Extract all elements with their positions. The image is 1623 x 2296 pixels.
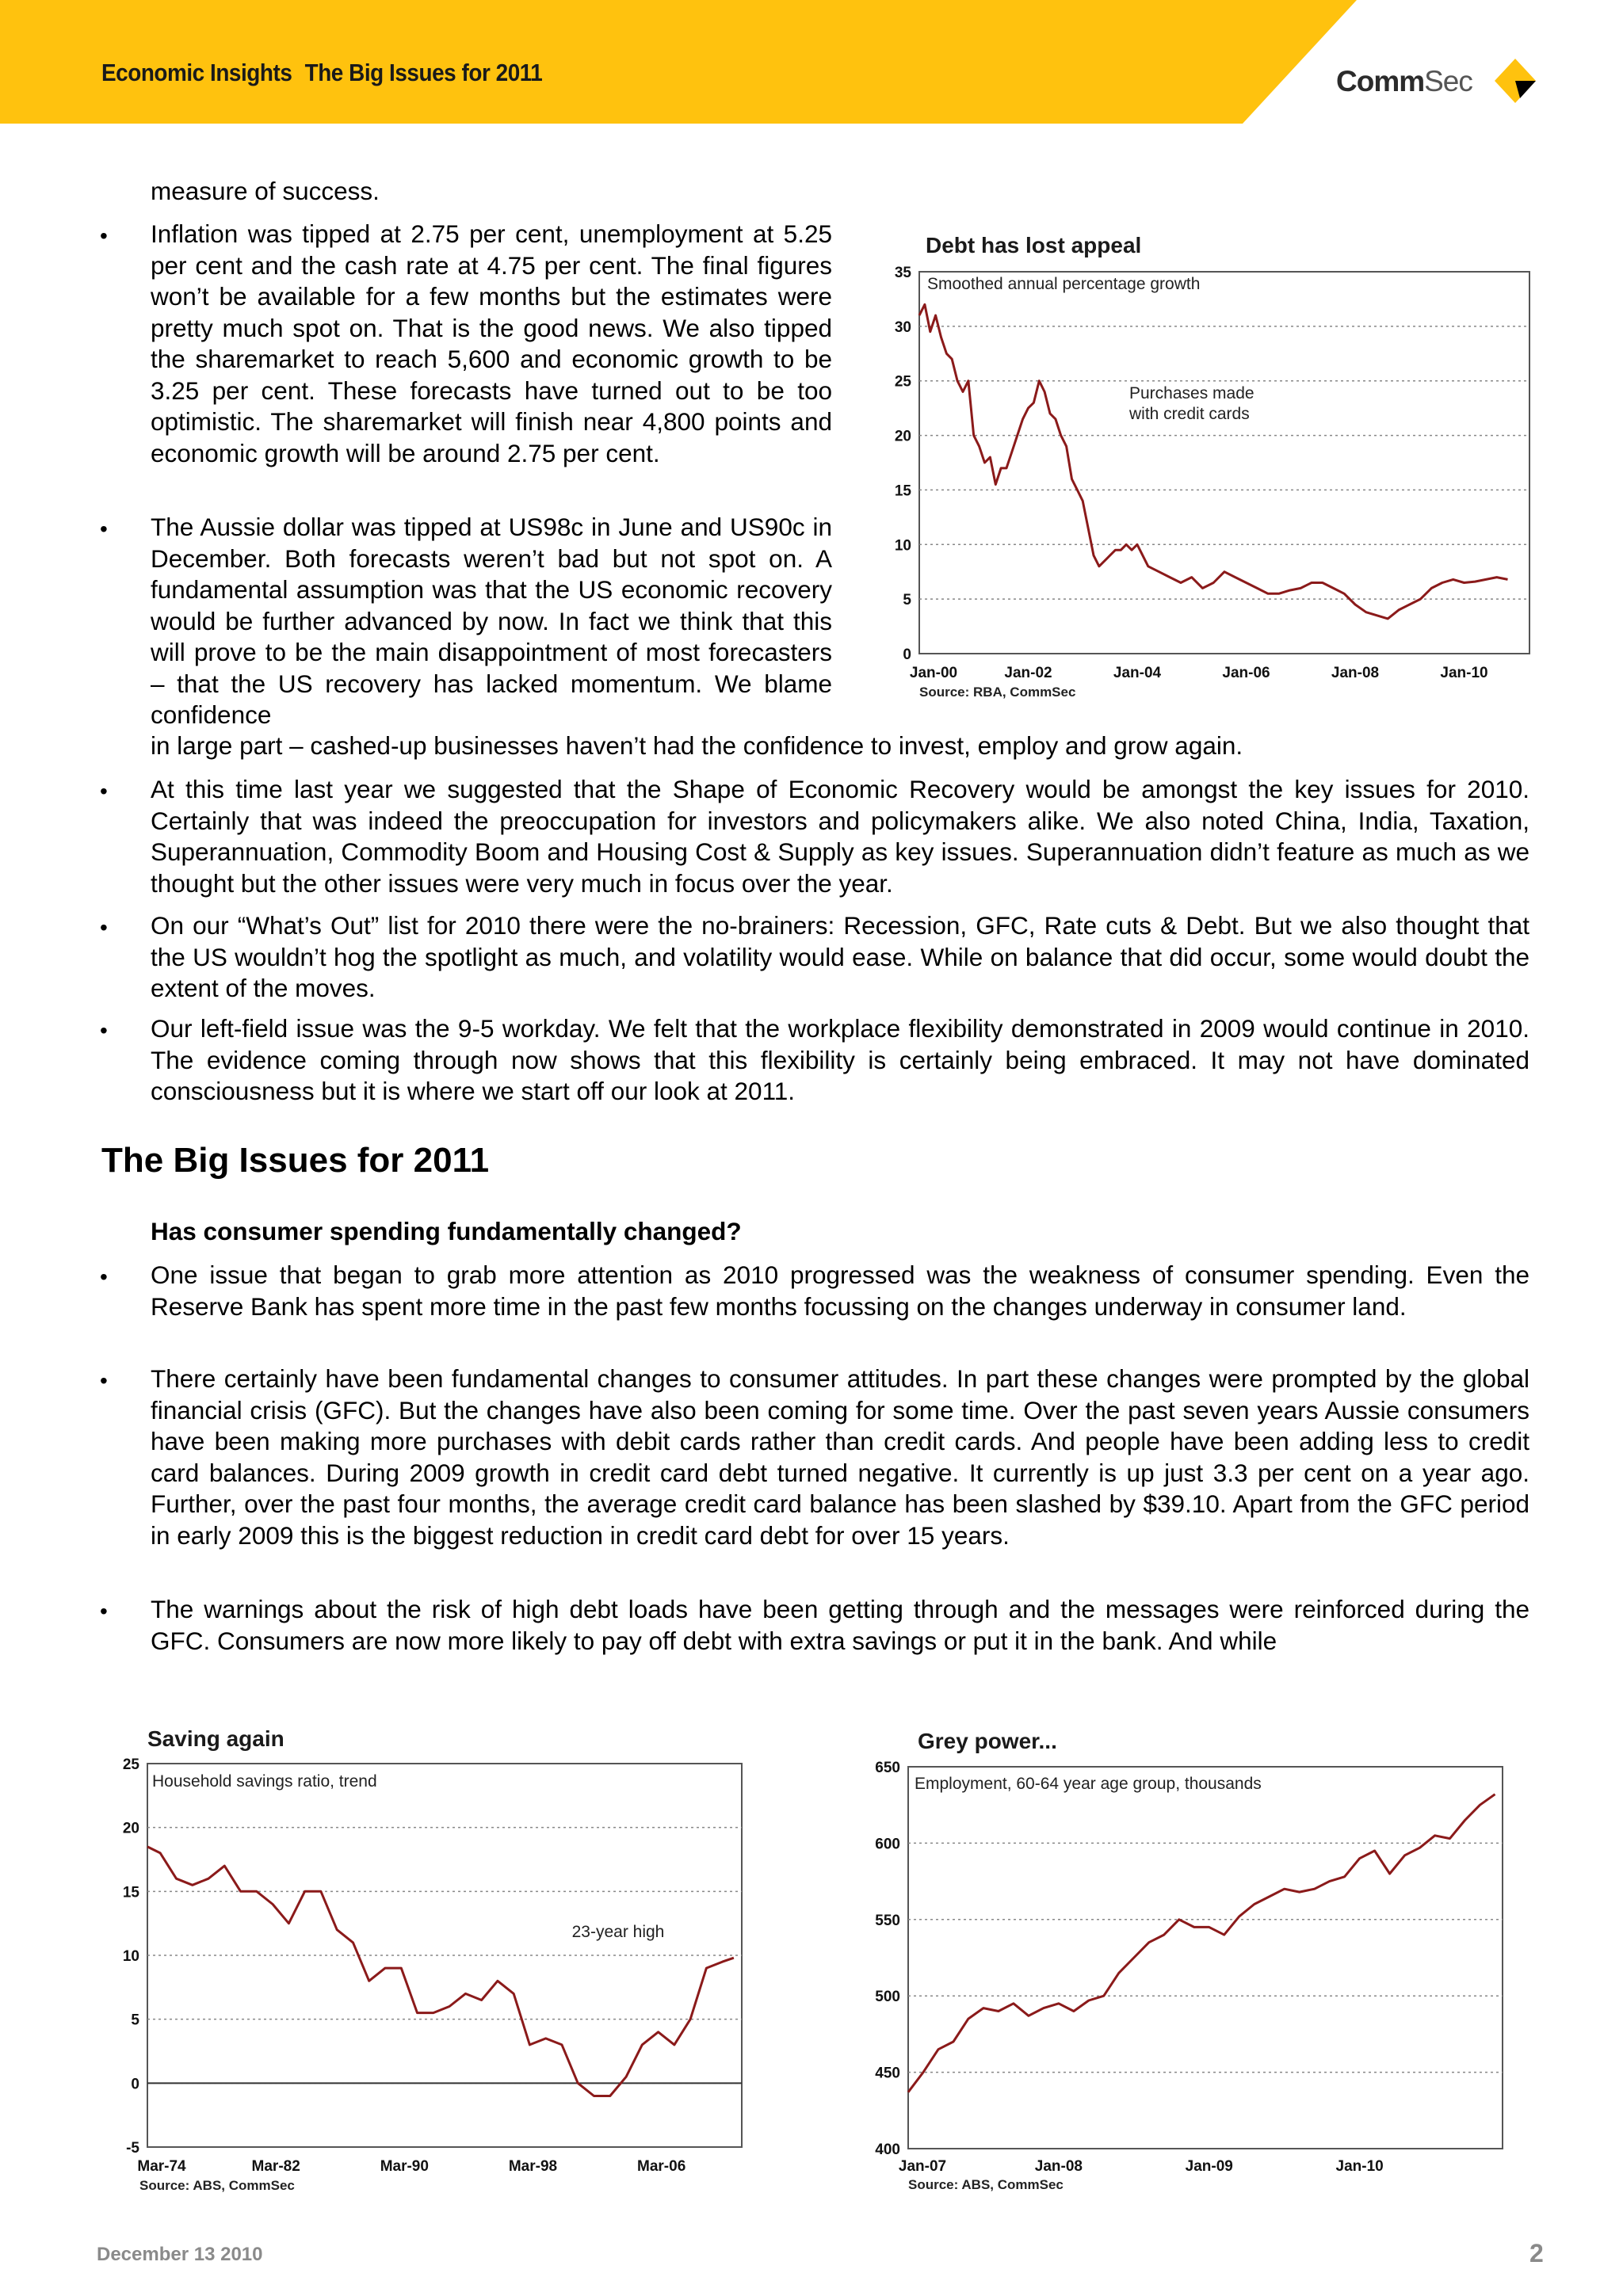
x-tick-label: Mar-90 xyxy=(380,2158,429,2175)
y-tick-label: 600 xyxy=(875,1836,900,1853)
logo-text-regular: Sec xyxy=(1424,65,1472,97)
chart-subtitle: Household savings ratio, trend xyxy=(152,1772,377,1791)
y-tick-label: 25 xyxy=(122,1756,139,1773)
chart-saving-again xyxy=(103,1719,753,2206)
chart-grey-power xyxy=(864,1723,1514,2206)
y-tick-label: 0 xyxy=(131,2076,139,2093)
x-tick-label: Jan-10 xyxy=(1335,2158,1384,2175)
x-tick-label: Jan-06 xyxy=(1222,665,1270,681)
y-tick-label: 500 xyxy=(875,1989,900,2006)
page-number: 2 xyxy=(1529,2239,1544,2267)
intro-paragraph-2: The Aussie dollar was tipped at US98c in June and US90c in December. Both forecasts weren’t bad but not spot on. A fundamental assumption was that the US economic recovery would be further advanced by now. In fact we think that this will prove to be the main disappointment of most forecasters – that the US recovery has lacked momentum. We blame confidence xyxy=(151,513,832,729)
x-tick-label: Jan-08 xyxy=(1034,2158,1083,2175)
chart-title: Debt has lost appeal xyxy=(926,233,1142,257)
y-tick-label: 30 xyxy=(894,318,911,336)
section-subheading: Has consumer spending fundamentally changed? xyxy=(151,1217,742,1245)
intro-continuation: measure of success. xyxy=(151,177,380,205)
y-tick-label: 550 xyxy=(875,1912,900,1929)
chart-subtitle: Employment, 60-64 year age group, thousands xyxy=(915,1775,1262,1793)
bullet-marker: • xyxy=(100,1368,108,1393)
chart-title: Saving again xyxy=(147,1726,285,1751)
x-tick-label: Mar-06 xyxy=(637,2158,686,2175)
x-tick-label: Jan-02 xyxy=(1004,665,1052,681)
chart-annotation: 23-year high xyxy=(571,1923,665,1941)
chart-subtitle: Smoothed annual percentage growth xyxy=(927,275,1201,293)
header-title-publication: Economic Insights xyxy=(101,59,292,86)
x-tick-label: Mar-98 xyxy=(508,2158,558,2175)
header-title xyxy=(101,59,542,87)
bullet-marker: • xyxy=(100,1264,108,1289)
chart-title: Grey power... xyxy=(918,1729,1057,1753)
section-paragraph-2: There certainly have been fundamental changes to consumer attitudes. In part these changes were prompted by the global financial crisis (GFC). But the changes have also been coming for some time. Over the past seven years Aussie consumers have been making more purchases with debit cards rather than credit cards. And people have been adding less to credit card balances. During 2009 growth in credit card debt turned negative. It currently is up just 3.3 per cent on a year ago. Further, over the past four months, the average credit card balance has been slashed by $39.10. Apart from the GFC period in early 2009 this is the biggest reduction in credit card debt for over 15 years. xyxy=(151,1364,1529,1550)
x-tick-label: Jan-04 xyxy=(1113,665,1162,681)
y-tick-label: 15 xyxy=(122,1884,139,1901)
x-tick-label: Mar-74 xyxy=(137,2158,186,2175)
y-tick-label: -5 xyxy=(126,2140,139,2157)
chart-source: Source: RBA, CommSec xyxy=(919,685,1076,700)
y-tick-label: 5 xyxy=(903,592,911,609)
bullet-marker: • xyxy=(100,1018,108,1043)
bullet-marker: • xyxy=(100,223,108,248)
x-tick-label: Jan-07 xyxy=(898,2158,947,2175)
section-paragraph-1: One issue that began to grab more attention as 2010 progressed was the weakness of consumer spending. Even the Reserve Bank has spent more time in the past few months focussing on the changes underway in consumer land. xyxy=(151,1261,1529,1321)
chart-annotation: Purchases made xyxy=(1129,384,1254,402)
y-tick-label: 20 xyxy=(122,1820,139,1837)
chart-source: Source: ABS, CommSec xyxy=(908,2177,1064,2192)
y-tick-label: 25 xyxy=(894,373,911,391)
x-tick-label: Jan-00 xyxy=(909,665,958,681)
footer-date: December 13 2010 xyxy=(97,2244,263,2265)
y-tick-label: 15 xyxy=(894,482,911,500)
x-tick-label: Jan-08 xyxy=(1331,665,1380,681)
x-tick-label: Jan-10 xyxy=(1440,665,1488,681)
y-tick-label: 0 xyxy=(903,646,911,663)
section-paragraph-3: The warnings about the risk of high debt loads have been getting through and the messages were reinforced during the GFC. Consumers are now more likely to pay off debt with extra savings or put it in the bank. And while xyxy=(151,1595,1529,1655)
y-tick-label: 450 xyxy=(875,2065,900,2082)
logo-text xyxy=(1336,65,1472,98)
header-title-report: The Big Issues for 2011 xyxy=(304,59,543,86)
intro-paragraph-1: Inflation was tipped at 2.75 per cent, unemployment at 5.25 per cent and the cash rate at 4.75 per cent. The final figures won’t be available for a few months but the estimates were pretty much spot on. That is the good news. We also tipped the sharemarket to reach 5,600 and economic growth to be 3.25 per cent. These forecasts have turned out to be too optimistic. The sharemarket will finish near 4,800 points and economic growth will be around 2.75 per cent. xyxy=(151,219,832,467)
plot-area xyxy=(919,272,1529,654)
commsec-diamond-icon xyxy=(1491,57,1539,108)
y-tick-label: 35 xyxy=(894,265,911,281)
bullet-marker: • xyxy=(100,1599,108,1623)
bullet-marker: • xyxy=(100,779,108,803)
intro-paragraph-4: On our “What’s Out” list for 2010 there were the no-brainers: Recession, GFC, Rate cuts & Debt. But we also thought that the US wouldn’t hog the spotlight as much, and volatility would ease. While on balance that did occur, some would doubt the extent of the moves. xyxy=(151,911,1529,1002)
section-heading: The Big Issues for 2011 xyxy=(101,1141,490,1180)
plot-area xyxy=(908,1767,1503,2149)
y-tick-label: 5 xyxy=(131,2012,139,2029)
y-tick-label: 10 xyxy=(894,537,911,555)
y-tick-label: 650 xyxy=(875,1760,900,1776)
chart-annotation: with credit cards xyxy=(1129,405,1250,423)
y-tick-label: 400 xyxy=(875,2142,900,2158)
bullet-marker: • xyxy=(100,517,108,541)
y-tick-label: 10 xyxy=(122,1948,139,1965)
y-tick-label: 20 xyxy=(894,428,911,445)
chart-grey-power-svg xyxy=(864,1723,1514,2203)
chart-saving-svg xyxy=(103,1719,753,2203)
intro-paragraph-5: Our left-field issue was the 9-5 workday. We felt that the workplace flexibility demonstrated in 2009 would continue in 2010. The evidence coming through now shows that this flexibility is certainly being embraced. It may not have dominated consciousness but it is where we start off our look at 2011. xyxy=(151,1014,1529,1105)
intro-paragraph-2-continued: in large part – cashed-up businesses haven’t had the confidence to invest, employ and grow again. xyxy=(151,731,1243,760)
logo-text-bold: Comm xyxy=(1336,65,1425,97)
chart-source: Source: ABS, CommSec xyxy=(139,2178,295,2193)
bullet-marker: • xyxy=(100,915,108,940)
chart-debt-has-lost-appeal xyxy=(872,226,1537,713)
intro-paragraph-3: At this time last year we suggested that the Shape of Economic Recovery would be amongst the key issues for 2010. Certainly that was indeed the preoccupation for investors and policymakers alike. We also noted China, India, Taxation, Superannuation, Commodity Boom and Housing Cost & Supply as key issues. Superannuation didn’t feature as much as we thought but the other issues were very much in focus over the year. xyxy=(151,775,1529,898)
x-tick-label: Mar-82 xyxy=(251,2158,300,2175)
x-tick-label: Jan-09 xyxy=(1185,2158,1233,2175)
chart-debt-svg xyxy=(872,226,1537,709)
